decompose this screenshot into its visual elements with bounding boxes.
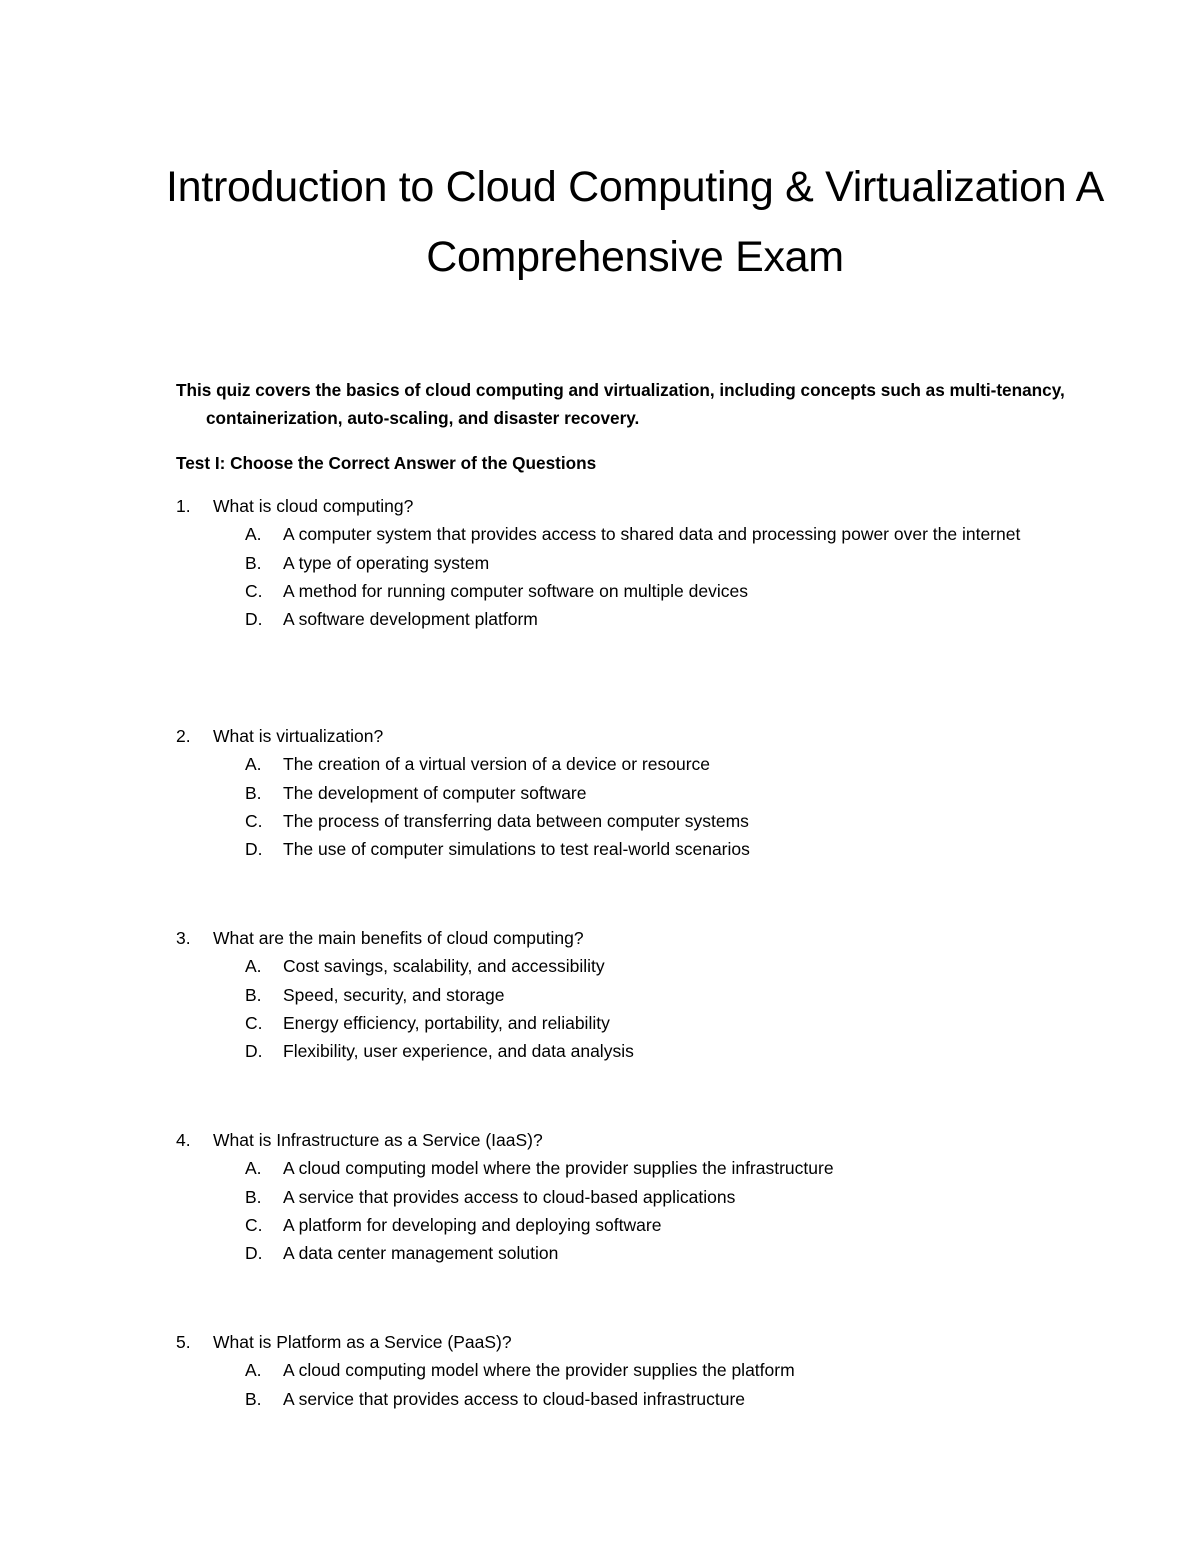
question-3	[176, 924, 1076, 1065]
question-number: 5.	[176, 1332, 191, 1352]
option-text: A computer system that provides access to shared data and processing power over the internet	[283, 524, 1021, 545]
question-text: What is cloud computing?	[213, 496, 414, 516]
option-c	[176, 577, 1045, 605]
option-text: Speed, security, and storage	[283, 984, 505, 1005]
option-text: Flexibility, user experience, and data analysis	[283, 1041, 634, 1062]
option-letter: C.	[245, 1012, 263, 1033]
option-b	[176, 549, 1045, 577]
option-text: A type of operating system	[283, 552, 490, 573]
option-b	[176, 1183, 1045, 1211]
option-text: The process of transferring data between computer systems	[283, 810, 749, 831]
option-text: A cloud computing model where the provider supplies the platform	[283, 1360, 795, 1381]
question-number: 2.	[176, 726, 191, 746]
test-heading: Test I: Choose the Correct Answer of the Questions	[176, 453, 597, 473]
option-text: A software development platform	[283, 609, 538, 630]
option-a	[176, 1356, 1045, 1384]
option-c	[176, 1009, 1045, 1037]
option-letter: A.	[245, 524, 262, 545]
option-text: A method for running computer software on multiple devices	[283, 580, 748, 601]
question-text: What is Infrastructure as a Service (IaaS)?	[213, 1130, 543, 1150]
question-text: What is virtualization?	[213, 726, 384, 746]
option-d	[176, 605, 1045, 633]
option-letter: D.	[245, 609, 263, 630]
option-letter: D.	[245, 1041, 263, 1062]
question-line	[176, 1126, 1076, 1154]
option-letter: A.	[245, 1360, 262, 1381]
option-text: A cloud computing model where the provider supplies the infrastructure	[283, 1158, 834, 1179]
option-text: Cost savings, scalability, and accessibility	[283, 956, 605, 977]
document-title: Introduction to Cloud Computing & Virtualization A Comprehensive Exam	[166, 163, 1104, 281]
question-4	[176, 1126, 1076, 1267]
option-letter: B.	[245, 1186, 262, 1207]
option-text: The development of computer software	[283, 782, 587, 803]
question-line	[176, 492, 1076, 520]
question-5	[176, 1328, 1076, 1413]
option-letter: C.	[245, 1214, 263, 1235]
intro-paragraph: This quiz covers the basics of cloud computing and virtualization, including concepts such as multi-tenancy, containerization, auto-scaling, and disaster recovery.	[176, 380, 1065, 428]
question-1	[176, 492, 1076, 633]
option-letter: B.	[245, 552, 262, 573]
option-a	[176, 520, 1045, 548]
question-number: 3.	[176, 928, 191, 948]
option-letter: B.	[245, 1388, 262, 1409]
option-text: The use of computer simulations to test real-world scenarios	[283, 839, 750, 860]
option-letter: C.	[245, 580, 263, 601]
question-text: What is Platform as a Service (PaaS)?	[213, 1332, 512, 1352]
question-line	[176, 924, 1076, 952]
option-d	[176, 1239, 1045, 1267]
option-d	[176, 1037, 1045, 1065]
question-line	[176, 1328, 1076, 1356]
option-letter: B.	[245, 984, 262, 1005]
option-d	[176, 835, 1045, 863]
option-letter: D.	[245, 1243, 263, 1264]
question-number: 1.	[176, 496, 191, 516]
option-b	[176, 779, 1045, 807]
option-letter: A.	[245, 956, 262, 977]
option-text: A service that provides access to cloud-based applications	[283, 1186, 736, 1207]
question-2	[176, 722, 1076, 863]
option-b	[176, 981, 1045, 1009]
question-line	[176, 722, 1076, 750]
option-text: A data center management solution	[283, 1243, 559, 1264]
option-c	[176, 807, 1045, 835]
option-text: Energy efficiency, portability, and reliability	[283, 1012, 610, 1033]
option-a	[176, 750, 1045, 778]
option-letter: A.	[245, 754, 262, 775]
option-letter: B.	[245, 782, 262, 803]
option-text: A platform for developing and deploying software	[283, 1214, 662, 1235]
option-letter: A.	[245, 1158, 262, 1179]
question-number: 4.	[176, 1130, 191, 1150]
option-letter: D.	[245, 839, 263, 860]
option-a	[176, 1154, 1045, 1182]
option-letter: C.	[245, 810, 263, 831]
question-text: What are the main benefits of cloud computing?	[213, 928, 584, 948]
option-b	[176, 1385, 1045, 1413]
option-c	[176, 1211, 1045, 1239]
option-text: The creation of a virtual version of a device or resource	[283, 754, 711, 775]
option-a	[176, 952, 1045, 980]
option-text: A service that provides access to cloud-based infrastructure	[283, 1388, 746, 1409]
